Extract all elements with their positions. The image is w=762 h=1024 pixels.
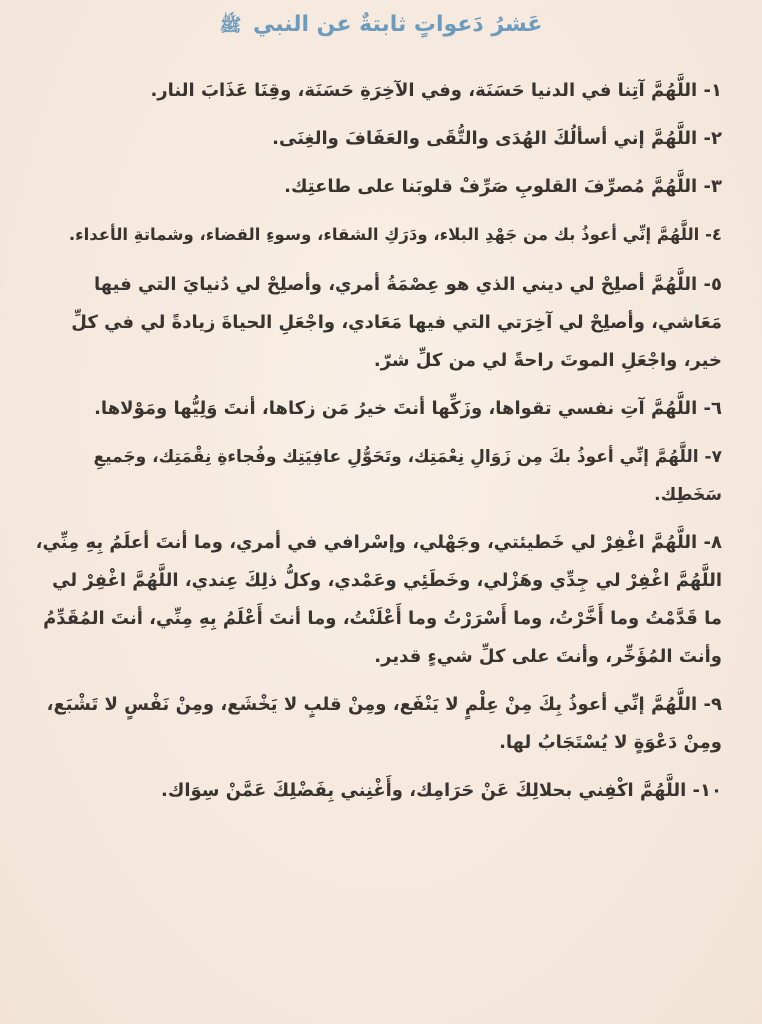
dua-number: ٥- xyxy=(703,274,722,295)
dua-item-4 xyxy=(30,216,722,254)
dua-text: اللَّهُمَّ إنِّي أعوذُ بك من جَهْدِ البلاء، ودَرَكِ الشقاء، وسوءِ القضاء، وشماتةِ الأعداء. xyxy=(68,225,700,244)
dua-number: ٦- xyxy=(703,398,722,419)
dua-number: ٤- xyxy=(705,225,722,244)
dua-text: اللَّهُمَّ آتِ نفسي تقواها، وزَكِّها أنتَ خيرُ مَن زكاها، أنتَ وَلِيُّها ومَوْلاها. xyxy=(94,398,698,419)
dua-text: اللَّهُمَّ إنِّي أعوذُ بكَ مِن زَوَالِ نِعْمَتِك، وتَحَوُّلِ عافِيَتِك وفُجاءةِ نِقْمَتِك، وجَميعِ سَخَطِك. xyxy=(93,447,722,505)
page-title xyxy=(0,12,762,40)
dua-text: اللَّهُمَّ إنِّي أعوذُ بِكَ مِنْ عِلْمٍ لا يَنْفَع، ومِنْ قلبٍ لا يَخْشَع، ومِنْ نَفْسٍ لا تَشْبَع، ومِنْ دَعْوَةٍ لا يُسْتَجَابُ لها. xyxy=(46,694,722,753)
dua-item-2 xyxy=(30,120,722,158)
dua-text: اللَّهُمَّ اغْفِرْ لي خَطيئتي، وجَهْلي، وإسْرافي في أمري، وما أنتَ أعلَمُ بِهِ مِنِّي، اللَّهُمَّ اغْفِرْ لي جِدِّي وهَزْلي، وخَطَئِي وعَمْدي، وكلُّ ذلِكَ عِندي، اللَّهُمَّ اغْفِرْ لي ما قَدَّمْتُ وما أَخَّرْتُ، وما أَسْرَرْتُ وما أَعْلَنْتُ، وما أنتَ أَعْلَمُ بِهِ مِنِّي، أنتَ المُقَدِّمُ وأنتَ المُؤَخِّر، وأنتَ على كلِّ شيءٍ قدير. xyxy=(35,532,722,667)
dua-number: ٩- xyxy=(703,694,722,715)
dua-item-5 xyxy=(30,266,722,380)
dua-number: ١- xyxy=(703,80,722,101)
dua-number: ٨- xyxy=(703,532,722,553)
dua-number: ٢- xyxy=(703,128,722,149)
dua-text: اللَّهُمَّ اكْفِني بحلالِكَ عَنْ حَرَامِك، وأَغْنِني بِفَضْلِكَ عَمَّنْ سِوَاك. xyxy=(161,780,687,801)
dua-number: ١٠- xyxy=(692,780,722,801)
dua-text: اللَّهُمَّ أصلِحْ لي ديني الذي هو عِصْمَةُ أمري، وأصلِحْ لي دُنيايَ التي فيها مَعَاشي، وأصلِحْ لي آخِرَتي التي فيها مَعَادي، واجْعَلِ الحياةَ زيادةً لي في كلِّ خير، واجْعَلِ الموتَ راحةً لي من كلِّ شرّ. xyxy=(71,274,722,371)
dua-text: اللَّهُمَّ إني أسألُكَ الهُدَى والتُّقَى والعَفَافَ والغِنَى. xyxy=(272,128,698,149)
dua-text: اللَّهُمَّ آتِنا في الدنيا حَسَنَة، وفي الآخِرَةِ حَسَنَة، وقِنَا عَذَابَ النار. xyxy=(150,80,698,101)
dua-item-3 xyxy=(30,168,722,206)
dua-item-7 xyxy=(30,438,722,514)
dua-list xyxy=(30,72,722,822)
dua-number: ٣- xyxy=(703,176,722,197)
dua-item-9 xyxy=(30,686,722,762)
dua-item-8 xyxy=(30,524,722,676)
dua-item-10 xyxy=(30,772,722,810)
salawat-seal: ﷺ xyxy=(219,15,242,36)
title-text: عَشرُ دَعواتٍ ثابتةٌ عن النبي xyxy=(252,12,543,37)
dua-item-1 xyxy=(30,72,722,110)
dua-number: ٧- xyxy=(704,447,722,467)
dua-text: اللَّهُمَّ مُصرِّفَ القلوبِ صَرِّفْ قلوبَنا على طاعتِك. xyxy=(284,176,698,197)
dua-item-6 xyxy=(30,390,722,428)
